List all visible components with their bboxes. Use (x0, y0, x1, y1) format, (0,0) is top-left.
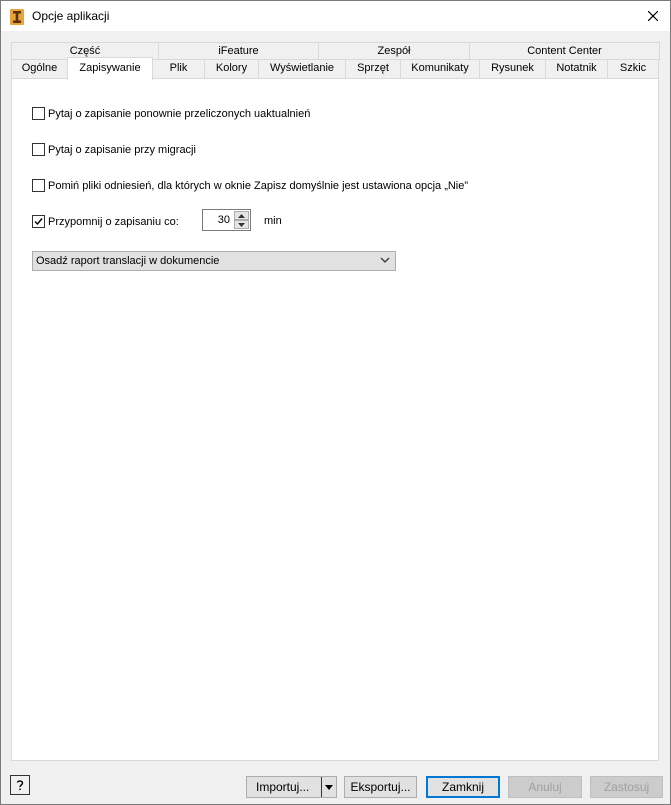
tab-kolory[interactable]: Kolory (204, 59, 259, 79)
tab-szkic[interactable]: Szkic (607, 59, 659, 79)
tab-ifeature[interactable]: iFeature (158, 42, 319, 60)
remind-interval-unit: min (264, 215, 282, 227)
remind-save-option[interactable] (32, 215, 179, 228)
title-bar (1, 1, 670, 31)
stepper-up-button[interactable] (234, 211, 249, 220)
help-icon (13, 778, 27, 792)
chevron-down-icon (380, 257, 390, 264)
import-split-button[interactable] (246, 776, 337, 798)
window-title: Opcje aplikacji (32, 9, 110, 23)
import-button-label: Importuj... (256, 780, 310, 794)
help-button[interactable] (10, 775, 30, 795)
prompt-recalculated-label: Pytaj o zapisanie ponownie przeliczonych uaktualnień (48, 107, 311, 120)
inventor-app-icon (10, 9, 24, 25)
skip-references-option[interactable] (32, 179, 468, 192)
caret-down-icon (325, 785, 333, 790)
prompt-migration-option[interactable] (32, 143, 196, 156)
tab-zapisywanie[interactable]: Zapisywanie (67, 57, 153, 80)
prompt-migration-label: Pytaj o zapisanie przy migracji (48, 143, 196, 156)
options-tabs (11, 41, 659, 79)
remind-save-checkbox[interactable] (32, 215, 45, 228)
prompt-migration-checkbox[interactable] (32, 143, 45, 156)
prompt-recalculated-option[interactable] (32, 107, 310, 120)
prompt-recalculated-checkbox[interactable] (32, 107, 45, 120)
translation-report-select[interactable] (32, 251, 396, 271)
skip-references-label: Pomiń pliki odniesień, dla których w oknie Zapisz domyślnie jest ustawiona opcja „Nie” (48, 179, 469, 192)
close-icon (648, 11, 658, 21)
stepper-down-button[interactable] (234, 220, 249, 229)
save-options-panel (11, 78, 659, 761)
tab-content-center[interactable]: Content Center (469, 42, 660, 60)
translation-report-value: Osadź raport translacji w dokumencie (36, 255, 220, 267)
caret-down-icon (238, 223, 245, 227)
close-button[interactable]: Zamknij (426, 776, 500, 798)
tab-rysunek[interactable]: Rysunek (479, 59, 546, 79)
tab-komunikaty[interactable]: Komunikaty (400, 59, 480, 79)
tab-czesc[interactable]: Część (11, 42, 159, 60)
checkmark-icon (33, 216, 44, 227)
export-button[interactable]: Eksportuj... (344, 776, 417, 798)
remind-save-label: Przypomnij o zapisaniu co: (48, 215, 179, 228)
remind-interval-value[interactable]: 30 (217, 214, 230, 226)
tab-wyswietlanie[interactable]: Wyświetlanie (258, 59, 346, 79)
tab-zespol[interactable]: Zespół (318, 42, 470, 60)
tab-ogolne[interactable]: Ogólne (11, 59, 68, 79)
cancel-button[interactable]: Anuluj (508, 776, 582, 798)
tab-row-bottom (11, 59, 658, 79)
tab-notatnik[interactable]: Notatnik (545, 59, 608, 79)
tab-plik[interactable]: Plik (152, 59, 205, 79)
remind-interval-stepper[interactable] (202, 209, 251, 231)
close-window-button[interactable] (636, 1, 670, 31)
import-dropdown-arrow[interactable] (321, 777, 336, 797)
caret-up-icon (238, 214, 245, 218)
tab-sprzet[interactable]: Sprzęt (345, 59, 401, 79)
skip-references-checkbox[interactable] (32, 179, 45, 192)
apply-button[interactable]: Zastosuj (590, 776, 663, 798)
